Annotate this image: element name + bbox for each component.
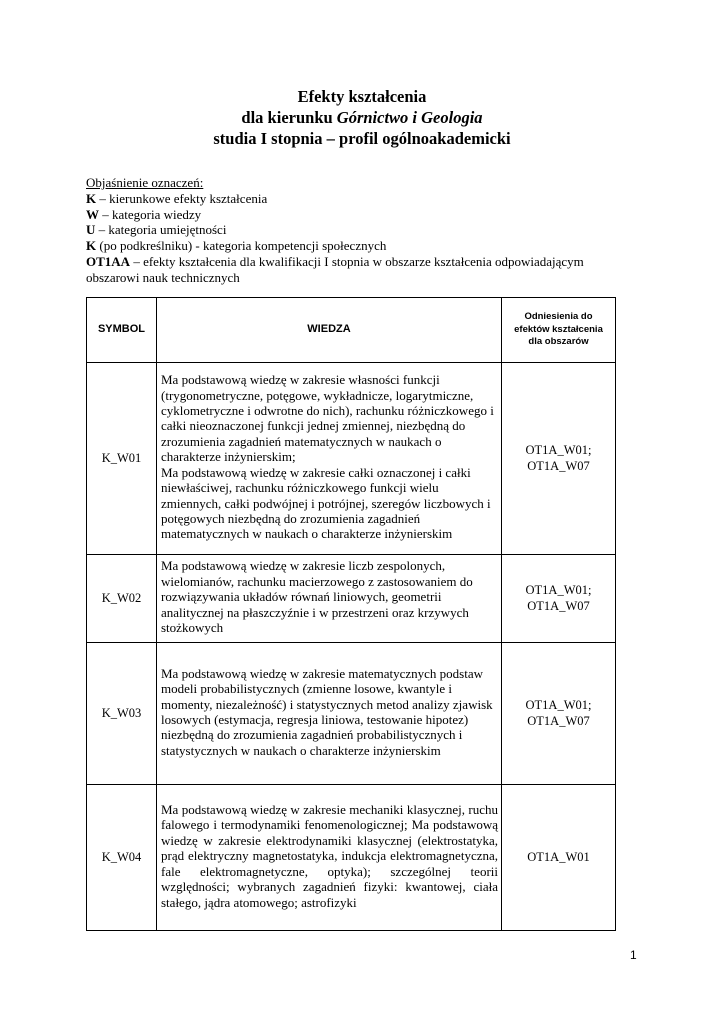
legend-heading: Objaśnienie oznaczeń: bbox=[86, 175, 204, 190]
field-of-study: Górnictwo i Geologia bbox=[336, 108, 483, 127]
row-reference: OT1A_W01; OT1A_W07 bbox=[502, 363, 616, 555]
legend-text: (po podkreślniku) - kategoria kompetencji społecznych bbox=[96, 238, 387, 254]
legend-key: U bbox=[86, 222, 96, 238]
legend-item bbox=[86, 207, 626, 223]
title-line-3: studia I stopnia – profil ogólnoakademicki bbox=[213, 129, 511, 148]
table-row bbox=[87, 555, 616, 643]
title-line-2 bbox=[0, 107, 724, 128]
legend-text: – kategoria umiejętności bbox=[95, 222, 227, 238]
learning-outcomes-table bbox=[86, 297, 616, 931]
title-line-2-prefix: dla kierunku bbox=[241, 108, 337, 127]
legend-item bbox=[86, 191, 626, 207]
row-reference: OT1A_W01 bbox=[502, 785, 616, 931]
header-references: Odniesienia do efektów kształcenia dla obszarów bbox=[502, 298, 616, 363]
row-description: Ma podstawową wiedzę w zakresie mechaniki klasycznej, ruchu falowego i termodynamiki fenomenologicznej; Ma podstawową wiedzę w zakresie elektrodynamiki klasycznej (elektrostatyka, prąd elektryczny magnetostatyka, indukcja elektromagnetyczna, fale elektromagnetyczne, optyka); szczególnej teorii względności; wybranych zagadnień fizyki: kwantowej, ciała stałego, jądra atomowego; astrofizyki bbox=[157, 785, 502, 931]
table-row bbox=[87, 363, 616, 555]
row-description: Ma podstawową wiedzę w zakresie własności funkcji (trygonometryczne, potęgowe, wykładnicze, logarytmiczne, cyklometryczne i odwrotne do nich), rachunku różniczkowego i całki nieoznaczonej funkcji jednej zmiennej, niezbędną do zrozumienia zagadnień matematycznych w naukach o charakterze inżynierskim; Ma podstawową wiedzę w zakresie całki oznaczonej i całki niewłaściwej, rachunku różniczkowego funkcji wielu zmiennych, całki podwójnej i potrójnej, szeregów liczbowych i potęgowych niezbędną do zrozumienia zagadnień matematycznych w naukach o charakterze inżynierskim bbox=[157, 363, 502, 555]
table-row bbox=[87, 785, 616, 931]
row-description: Ma podstawową wiedzę w zakresie liczb zespolonych, wielomianów, rachunku macierzowego z zastosowaniem do rozwiązywania układów równań liniowych, geometrii analitycznej na płaszczyźnie i w przestrzeni oraz krzywych stożkowych bbox=[157, 555, 502, 643]
legend-text: – kategoria wiedzy bbox=[99, 206, 202, 222]
legend-text: – kierunkowe efekty kształcenia bbox=[96, 190, 268, 206]
table-row bbox=[87, 643, 616, 785]
table-header-row bbox=[87, 298, 616, 363]
header-wiedza: WIEDZA bbox=[157, 298, 502, 363]
legend-item bbox=[86, 222, 626, 238]
title-line-1: Efekty kształcenia bbox=[297, 87, 427, 106]
legend-key: K bbox=[86, 238, 97, 254]
legend-key: OT1AA bbox=[86, 253, 131, 269]
document-title bbox=[0, 86, 724, 149]
legend-text: – efekty kształcenia dla kwalifikacji I stopnia w obszarze kształcenia odpowiadającym obszarowi nauk technicznych bbox=[86, 253, 584, 285]
row-symbol: K_W04 bbox=[87, 785, 157, 931]
page-number: 1 bbox=[630, 948, 637, 962]
legend bbox=[86, 175, 626, 286]
row-description: Ma podstawową wiedzę w zakresie matematycznych podstaw modeli probabilistycznych (zmienne losowe, kwantyle i momenty, niezależność) i statystycznych metod analizy zjawisk losowych (estymacja, regresja liniowa, testowanie hipotez) niezbędną do zrozumienia zagadnień probabilistycznych i statystycznych w naukach o charakterze inżynierskim bbox=[157, 643, 502, 785]
legend-key: W bbox=[86, 206, 99, 222]
legend-item bbox=[86, 238, 626, 254]
legend-key: K bbox=[86, 190, 97, 206]
row-reference: OT1A_W01; OT1A_W07 bbox=[502, 643, 616, 785]
row-reference: OT1A_W01; OT1A_W07 bbox=[502, 555, 616, 643]
row-symbol: K_W03 bbox=[87, 643, 157, 785]
row-symbol: K_W02 bbox=[87, 555, 157, 643]
row-symbol: K_W01 bbox=[87, 363, 157, 555]
header-symbol: SYMBOL bbox=[87, 298, 157, 363]
legend-item bbox=[86, 254, 626, 286]
